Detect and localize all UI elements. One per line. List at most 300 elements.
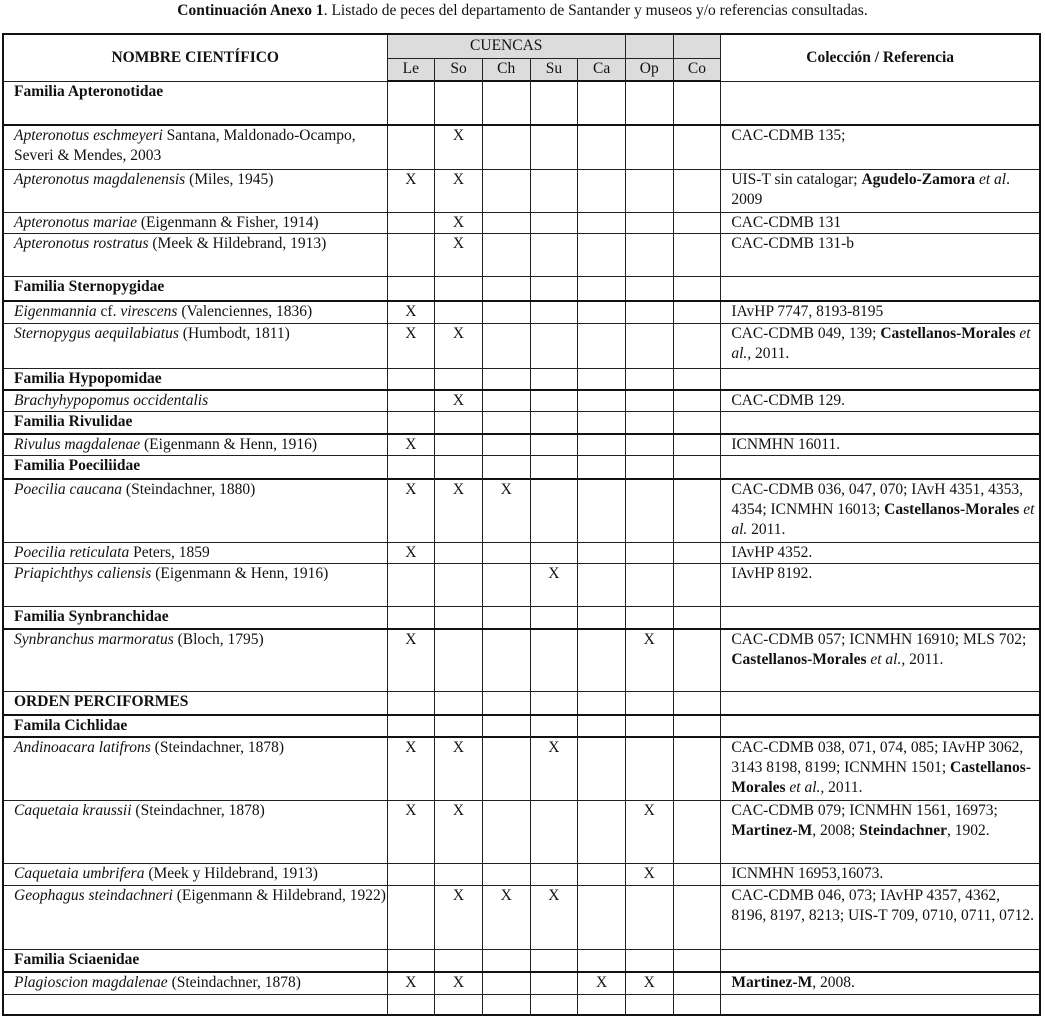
table-row bbox=[3, 125, 1040, 169]
reference-cell bbox=[721, 715, 1040, 737]
reference-segment: ICNMHN 16011. bbox=[731, 435, 841, 453]
mark-cell-ch bbox=[482, 81, 530, 125]
header-blank-op bbox=[625, 34, 673, 58]
species-author: (Steindachner, 1878) bbox=[150, 738, 285, 756]
mark-cell-co bbox=[673, 456, 721, 479]
mark-cell-su bbox=[530, 412, 578, 434]
name-cell bbox=[3, 390, 387, 412]
reference-cell bbox=[721, 629, 1040, 692]
reference-cell bbox=[721, 233, 1040, 276]
mark-cell-ca bbox=[578, 323, 626, 368]
mark-cell-ca bbox=[578, 412, 626, 434]
species-name: Poecilia caucana bbox=[14, 480, 123, 498]
mark-cell-so: X bbox=[435, 737, 483, 801]
header-name: NOMBRE CIENTÍFICO bbox=[3, 34, 387, 81]
reference-segment: IAvHP 4352. bbox=[731, 544, 813, 561]
mark-cell-co bbox=[673, 412, 721, 434]
family-row bbox=[3, 81, 1040, 125]
mark-cell-le bbox=[387, 81, 435, 125]
mark-cell-so bbox=[435, 715, 483, 737]
mark-cell-ca bbox=[578, 564, 626, 607]
mark-cell-ch bbox=[482, 434, 530, 456]
mark-cell-ca bbox=[578, 629, 626, 692]
reference-segment: 2011. bbox=[824, 778, 863, 796]
mark-cell-ca bbox=[578, 715, 626, 737]
mark-cell-ca bbox=[578, 301, 626, 323]
header-col-ca: Ca bbox=[578, 58, 626, 81]
name-cell bbox=[3, 564, 387, 607]
mark-cell-le: X bbox=[387, 434, 435, 456]
header-col-co: Co bbox=[673, 58, 721, 81]
mark-cell-le bbox=[387, 692, 435, 715]
mark-cell-le bbox=[387, 212, 435, 233]
species-author: (Steindachner, 1878) bbox=[167, 973, 301, 991]
mark-cell-le bbox=[387, 607, 435, 629]
mark-cell-su bbox=[530, 169, 578, 212]
mark-cell-ch bbox=[482, 995, 530, 1015]
mark-cell-op bbox=[625, 390, 673, 412]
mark-cell-su bbox=[530, 276, 578, 301]
mark-cell-so bbox=[435, 950, 483, 972]
name-cell: Famila Cichlidae bbox=[3, 715, 387, 737]
species-name: Andinoacara latifrons bbox=[14, 738, 151, 756]
family-row bbox=[3, 412, 1040, 434]
mark-cell-su bbox=[530, 692, 578, 715]
mark-cell-so bbox=[435, 456, 483, 479]
name-cell bbox=[3, 212, 387, 233]
reference-segment: et al., bbox=[785, 778, 825, 796]
species-author: (Steindachner, 1880) bbox=[122, 480, 256, 498]
reference-cell bbox=[721, 412, 1040, 434]
reference-cell bbox=[721, 276, 1040, 301]
reference-segment: Agudelo-Zamora bbox=[861, 170, 976, 188]
mark-cell-co bbox=[673, 629, 721, 692]
species-name: Apteronotus eschmeyeri bbox=[14, 127, 163, 144]
table-row bbox=[3, 212, 1040, 233]
reference-segment: IAvHP 8192. bbox=[731, 565, 813, 582]
mark-cell-ch bbox=[482, 715, 530, 737]
mark-cell-op bbox=[625, 886, 673, 950]
mark-cell-le bbox=[387, 368, 435, 390]
caption-label: Continuación Anexo 1 bbox=[177, 2, 324, 19]
mark-cell-so bbox=[435, 81, 483, 125]
mark-cell-su bbox=[530, 81, 578, 125]
name-cell: Familia Apteronotidae bbox=[3, 81, 387, 125]
header-col-le: Le bbox=[387, 58, 435, 81]
reference-cell bbox=[721, 737, 1040, 801]
mark-cell-le bbox=[387, 412, 435, 434]
mark-cell-co bbox=[673, 864, 721, 886]
mark-cell-co bbox=[673, 972, 721, 995]
caption-text: . Listado de peces del departamento de Santander y museos y/o referencias consultadas. bbox=[323, 2, 868, 19]
mark-cell-ca bbox=[578, 607, 626, 629]
mark-cell-ch bbox=[482, 607, 530, 629]
mark-cell-le: X bbox=[387, 323, 435, 368]
mark-cell-op: X bbox=[625, 864, 673, 886]
reference-cell bbox=[721, 125, 1040, 169]
mark-cell-le bbox=[387, 864, 435, 886]
reference-segment: CAC-CDMB 135; bbox=[731, 127, 846, 144]
mark-cell-su: X bbox=[530, 886, 578, 950]
family-row bbox=[3, 456, 1040, 479]
mark-cell-so bbox=[435, 301, 483, 323]
name-cell bbox=[3, 886, 387, 950]
mark-cell-le: X bbox=[387, 801, 435, 864]
mark-cell-ch bbox=[482, 301, 530, 323]
mark-cell-le: X bbox=[387, 737, 435, 801]
header-blank-co bbox=[673, 34, 721, 58]
mark-cell-op bbox=[625, 543, 673, 564]
mark-cell-co bbox=[673, 125, 721, 169]
mark-cell-so bbox=[435, 368, 483, 390]
family-row bbox=[3, 950, 1040, 972]
reference-segment: CAC-CDMB 038, 071, 074, 085; IAvHP 3062, 3143 8198, 8199; ICNMHN 1501; bbox=[731, 738, 1024, 776]
mark-cell-su: X bbox=[530, 737, 578, 801]
reference-segment: CAC-CDMB 131-b bbox=[731, 234, 855, 252]
reference-cell bbox=[721, 972, 1040, 995]
reference-cell bbox=[721, 564, 1040, 607]
mark-cell-op bbox=[625, 607, 673, 629]
mark-cell-op bbox=[625, 81, 673, 125]
mark-cell-co bbox=[673, 212, 721, 233]
mark-cell-so: X bbox=[435, 479, 483, 543]
mark-cell-ca bbox=[578, 950, 626, 972]
name-cell bbox=[3, 434, 387, 456]
name-cell: Familia Sciaenidae bbox=[3, 950, 387, 972]
mark-cell-su bbox=[530, 323, 578, 368]
mark-cell-su bbox=[530, 233, 578, 276]
reference-cell bbox=[721, 995, 1040, 1015]
mark-cell-ch bbox=[482, 233, 530, 276]
species-name: Caquetaia umbrifera bbox=[14, 865, 145, 882]
header-cuencas: CUENCAS bbox=[387, 34, 625, 58]
mark-cell-ca: X bbox=[578, 972, 626, 995]
species-name: Apteronotus rostratus bbox=[14, 234, 149, 252]
name-cell bbox=[3, 864, 387, 886]
species-name: Geophagus steindachneri bbox=[14, 887, 173, 904]
mark-cell-le bbox=[387, 456, 435, 479]
reference-segment: CAC-CDMB 049, 139; bbox=[731, 324, 881, 342]
reference-segment: , 2008. bbox=[812, 973, 855, 991]
reference-segment: CAC-CDMB 129. bbox=[731, 392, 845, 409]
mark-cell-op bbox=[625, 323, 673, 368]
mark-cell-so: X bbox=[435, 233, 483, 276]
mark-cell-ch bbox=[482, 564, 530, 607]
reference-segment: 2011. bbox=[905, 650, 944, 668]
header-col-ch: Ch bbox=[482, 58, 530, 81]
species-author: (Humbodt, 1811) bbox=[178, 324, 290, 342]
mark-cell-co bbox=[673, 564, 721, 607]
mark-cell-le: X bbox=[387, 479, 435, 543]
mark-cell-op bbox=[625, 995, 673, 1015]
reference-cell bbox=[721, 479, 1040, 543]
mark-cell-op bbox=[625, 479, 673, 543]
mark-cell-ca bbox=[578, 212, 626, 233]
mark-cell-co bbox=[673, 543, 721, 564]
mark-cell-so bbox=[435, 995, 483, 1015]
mark-cell-op: X bbox=[625, 972, 673, 995]
mark-cell-ch bbox=[482, 412, 530, 434]
reference-cell bbox=[721, 434, 1040, 456]
mark-cell-co bbox=[673, 479, 721, 543]
table-row bbox=[3, 629, 1040, 692]
mark-cell-le: X bbox=[387, 543, 435, 564]
mark-cell-ch bbox=[482, 456, 530, 479]
mark-cell-so bbox=[435, 412, 483, 434]
reference-cell bbox=[721, 456, 1040, 479]
mark-cell-co bbox=[673, 81, 721, 125]
table-row bbox=[3, 233, 1040, 276]
name-cell bbox=[3, 233, 387, 276]
mark-cell-le bbox=[387, 390, 435, 412]
reference-cell bbox=[721, 169, 1040, 212]
mark-cell-le bbox=[387, 125, 435, 169]
mark-cell-ca bbox=[578, 995, 626, 1015]
mark-cell-op bbox=[625, 950, 673, 972]
table-caption bbox=[0, 2, 1045, 20]
mark-cell-su bbox=[530, 995, 578, 1015]
reference-cell bbox=[721, 543, 1040, 564]
mark-cell-so: X bbox=[435, 886, 483, 950]
name-cell bbox=[3, 972, 387, 995]
mark-cell-so: X bbox=[435, 125, 483, 169]
mark-cell-so: X bbox=[435, 212, 483, 233]
mark-cell-su bbox=[530, 629, 578, 692]
mark-cell-ch: X bbox=[482, 886, 530, 950]
reference-cell bbox=[721, 323, 1040, 368]
mark-cell-ca bbox=[578, 692, 626, 715]
mark-cell-ca bbox=[578, 737, 626, 801]
mark-cell-ca bbox=[578, 434, 626, 456]
mark-cell-co bbox=[673, 801, 721, 864]
mark-cell-op bbox=[625, 169, 673, 212]
species-name: Apteronotus mariae bbox=[14, 213, 137, 231]
name-cell: Familia Synbranchidae bbox=[3, 607, 387, 629]
mark-cell-ch bbox=[482, 972, 530, 995]
mark-cell-su bbox=[530, 715, 578, 737]
reference-segment: , 2008; bbox=[812, 822, 860, 839]
mark-cell-co bbox=[673, 169, 721, 212]
reference-cell bbox=[721, 607, 1040, 629]
species-name: Eigenmannia bbox=[14, 303, 97, 320]
species-author: (Eigenmann & Hildebrand, 1922) bbox=[172, 887, 386, 904]
name-cell bbox=[3, 801, 387, 864]
mark-cell-co bbox=[673, 715, 721, 737]
mark-cell-so bbox=[435, 864, 483, 886]
mark-cell-ch bbox=[482, 212, 530, 233]
reference-segment: CAC-CDMB 079; ICNMHN 1561, 16973; bbox=[731, 802, 998, 819]
reference-segment: Steindachner bbox=[859, 822, 947, 839]
name-cell bbox=[3, 323, 387, 368]
mark-cell-su bbox=[530, 212, 578, 233]
mark-cell-so: X bbox=[435, 169, 483, 212]
species-table bbox=[2, 33, 1041, 1016]
reference-segment: UIS-T sin catalogar; bbox=[731, 170, 862, 188]
mark-cell-so bbox=[435, 629, 483, 692]
mark-cell-op bbox=[625, 276, 673, 301]
mark-cell-su bbox=[530, 434, 578, 456]
mark-cell-su bbox=[530, 950, 578, 972]
mark-cell-ch bbox=[482, 169, 530, 212]
reference-segment: Castellanos-Morales bbox=[880, 324, 1016, 342]
mark-cell-op bbox=[625, 564, 673, 607]
table-row bbox=[3, 169, 1040, 212]
species-name: Plagioscion magdalenae bbox=[14, 973, 168, 991]
mark-cell-op bbox=[625, 434, 673, 456]
family-row bbox=[3, 368, 1040, 390]
family-row bbox=[3, 607, 1040, 629]
name-cell bbox=[3, 301, 387, 323]
mark-cell-co bbox=[673, 995, 721, 1015]
mark-cell-op bbox=[625, 737, 673, 801]
name-cell bbox=[3, 543, 387, 564]
mark-cell-ca bbox=[578, 864, 626, 886]
species-author: (Steindachner, 1878) bbox=[131, 802, 265, 819]
mark-cell-ch bbox=[482, 323, 530, 368]
mark-cell-ca bbox=[578, 169, 626, 212]
table-row bbox=[3, 995, 1040, 1015]
species-author: (Eigenmann & Fisher, 1914) bbox=[137, 213, 319, 231]
reference-segment: 2011. bbox=[747, 520, 786, 538]
mark-cell-co bbox=[673, 692, 721, 715]
mark-cell-op bbox=[625, 233, 673, 276]
reference-cell bbox=[721, 212, 1040, 233]
mark-cell-su bbox=[530, 543, 578, 564]
mark-cell-co bbox=[673, 390, 721, 412]
mark-cell-so: X bbox=[435, 972, 483, 995]
mark-cell-so bbox=[435, 543, 483, 564]
mark-cell-le bbox=[387, 950, 435, 972]
table-row bbox=[3, 864, 1040, 886]
species-author: (Meek & Hildebrand, 1913) bbox=[148, 234, 327, 252]
species-author: (Eigenmann & Henn, 1916) bbox=[151, 565, 329, 582]
mark-cell-ch bbox=[482, 692, 530, 715]
mark-cell-ch bbox=[482, 737, 530, 801]
reference-segment: Castellanos-Morales bbox=[731, 758, 1031, 796]
table-row bbox=[3, 479, 1040, 543]
mark-cell-le bbox=[387, 276, 435, 301]
mark-cell-ch bbox=[482, 125, 530, 169]
table-row bbox=[3, 972, 1040, 995]
mark-cell-ca bbox=[578, 886, 626, 950]
table-row bbox=[3, 543, 1040, 564]
mark-cell-co bbox=[673, 276, 721, 301]
header-col-op: Op bbox=[625, 58, 673, 81]
mark-cell-op bbox=[625, 125, 673, 169]
reference-segment: et al., bbox=[731, 324, 1031, 362]
reference-segment: et al., bbox=[866, 650, 906, 668]
mark-cell-su bbox=[530, 801, 578, 864]
species-author: (Miles, 1945) bbox=[185, 170, 274, 188]
species-name: Synbranchus marmoratus bbox=[14, 630, 174, 648]
mark-cell-so bbox=[435, 276, 483, 301]
reference-cell bbox=[721, 301, 1040, 323]
family-row bbox=[3, 692, 1040, 715]
mark-cell-ca bbox=[578, 801, 626, 864]
mark-cell-ch bbox=[482, 950, 530, 972]
reference-segment: CAC-CDMB 046, 073; IAvHP 4357, 4362, 8196, 8197, 8213; UIS-T 709, 0710, 0711, 0712. bbox=[731, 887, 1034, 924]
species-name: Poecilia reticulata bbox=[14, 544, 130, 561]
mark-cell-ch bbox=[482, 368, 530, 390]
mark-cell-co bbox=[673, 737, 721, 801]
mark-cell-ch bbox=[482, 864, 530, 886]
mark-cell-ca bbox=[578, 543, 626, 564]
species-name: Sternopygus aequilabiatus bbox=[14, 324, 179, 342]
species-name: Rivulus magdalenae bbox=[14, 435, 141, 453]
mark-cell-le: X bbox=[387, 169, 435, 212]
mark-cell-ca bbox=[578, 479, 626, 543]
name-cell bbox=[3, 995, 387, 1015]
reference-cell bbox=[721, 390, 1040, 412]
header-col-so: So bbox=[435, 58, 483, 81]
table-row bbox=[3, 564, 1040, 607]
mark-cell-ca bbox=[578, 233, 626, 276]
mark-cell-op bbox=[625, 456, 673, 479]
mark-cell-su bbox=[530, 864, 578, 886]
mark-cell-ca bbox=[578, 81, 626, 125]
mark-cell-le: X bbox=[387, 629, 435, 692]
mark-cell-su bbox=[530, 301, 578, 323]
mark-cell-so: X bbox=[435, 323, 483, 368]
species-author: (Bloch, 1795) bbox=[173, 630, 264, 648]
name-cell: Familia Poeciliidae bbox=[3, 456, 387, 479]
mark-cell-op bbox=[625, 412, 673, 434]
reference-segment: ICNMHN 16953,16073. bbox=[731, 865, 884, 882]
reference-cell bbox=[721, 81, 1040, 125]
reference-segment: Martinez-M bbox=[731, 973, 813, 991]
species-author: Peters, 1859 bbox=[129, 544, 210, 561]
species-author: cf. bbox=[96, 303, 121, 320]
mark-cell-op: X bbox=[625, 629, 673, 692]
reference-segment: et al bbox=[975, 170, 1007, 188]
mark-cell-su bbox=[530, 125, 578, 169]
reference-cell bbox=[721, 886, 1040, 950]
reference-segment: Castellanos-Morales bbox=[884, 500, 1020, 518]
mark-cell-so bbox=[435, 607, 483, 629]
reference-segment: Martinez-M bbox=[731, 822, 813, 839]
reference-cell bbox=[721, 864, 1040, 886]
name-cell: ORDEN PERCIFORMES bbox=[3, 692, 387, 715]
reference-segment: et al. bbox=[731, 500, 1035, 538]
mark-cell-so bbox=[435, 692, 483, 715]
species-name: Brachyhypopomus occidentalis bbox=[14, 392, 209, 409]
mark-cell-co bbox=[673, 434, 721, 456]
reference-segment: CAC-CDMB 057; ICNMHN 16910; MLS 702; bbox=[731, 630, 1027, 648]
mark-cell-co bbox=[673, 607, 721, 629]
reference-cell bbox=[721, 368, 1040, 390]
mark-cell-co bbox=[673, 233, 721, 276]
species-name: Apteronotus magdalenensis bbox=[14, 170, 186, 188]
mark-cell-ca bbox=[578, 456, 626, 479]
reference-cell bbox=[721, 801, 1040, 864]
table-row bbox=[3, 801, 1040, 864]
name-cell: Familia Sternopygidae bbox=[3, 276, 387, 301]
header-reference: Colección / Referencia bbox=[721, 34, 1040, 81]
mark-cell-su bbox=[530, 479, 578, 543]
reference-segment: IAvHP 7747, 8193-8195 bbox=[731, 303, 884, 320]
mark-cell-le bbox=[387, 995, 435, 1015]
species-name: Caquetaia kraussii bbox=[14, 802, 132, 819]
family-row bbox=[3, 715, 1040, 737]
mark-cell-co bbox=[673, 886, 721, 950]
mark-cell-su bbox=[530, 972, 578, 995]
species-name: Priapichthys caliensis bbox=[14, 565, 152, 582]
reference-segment: . 2009 bbox=[731, 170, 1010, 208]
mark-cell-ca bbox=[578, 276, 626, 301]
mark-cell-ca bbox=[578, 390, 626, 412]
name-cell: Familia Hypopomidae bbox=[3, 368, 387, 390]
mark-cell-co bbox=[673, 950, 721, 972]
